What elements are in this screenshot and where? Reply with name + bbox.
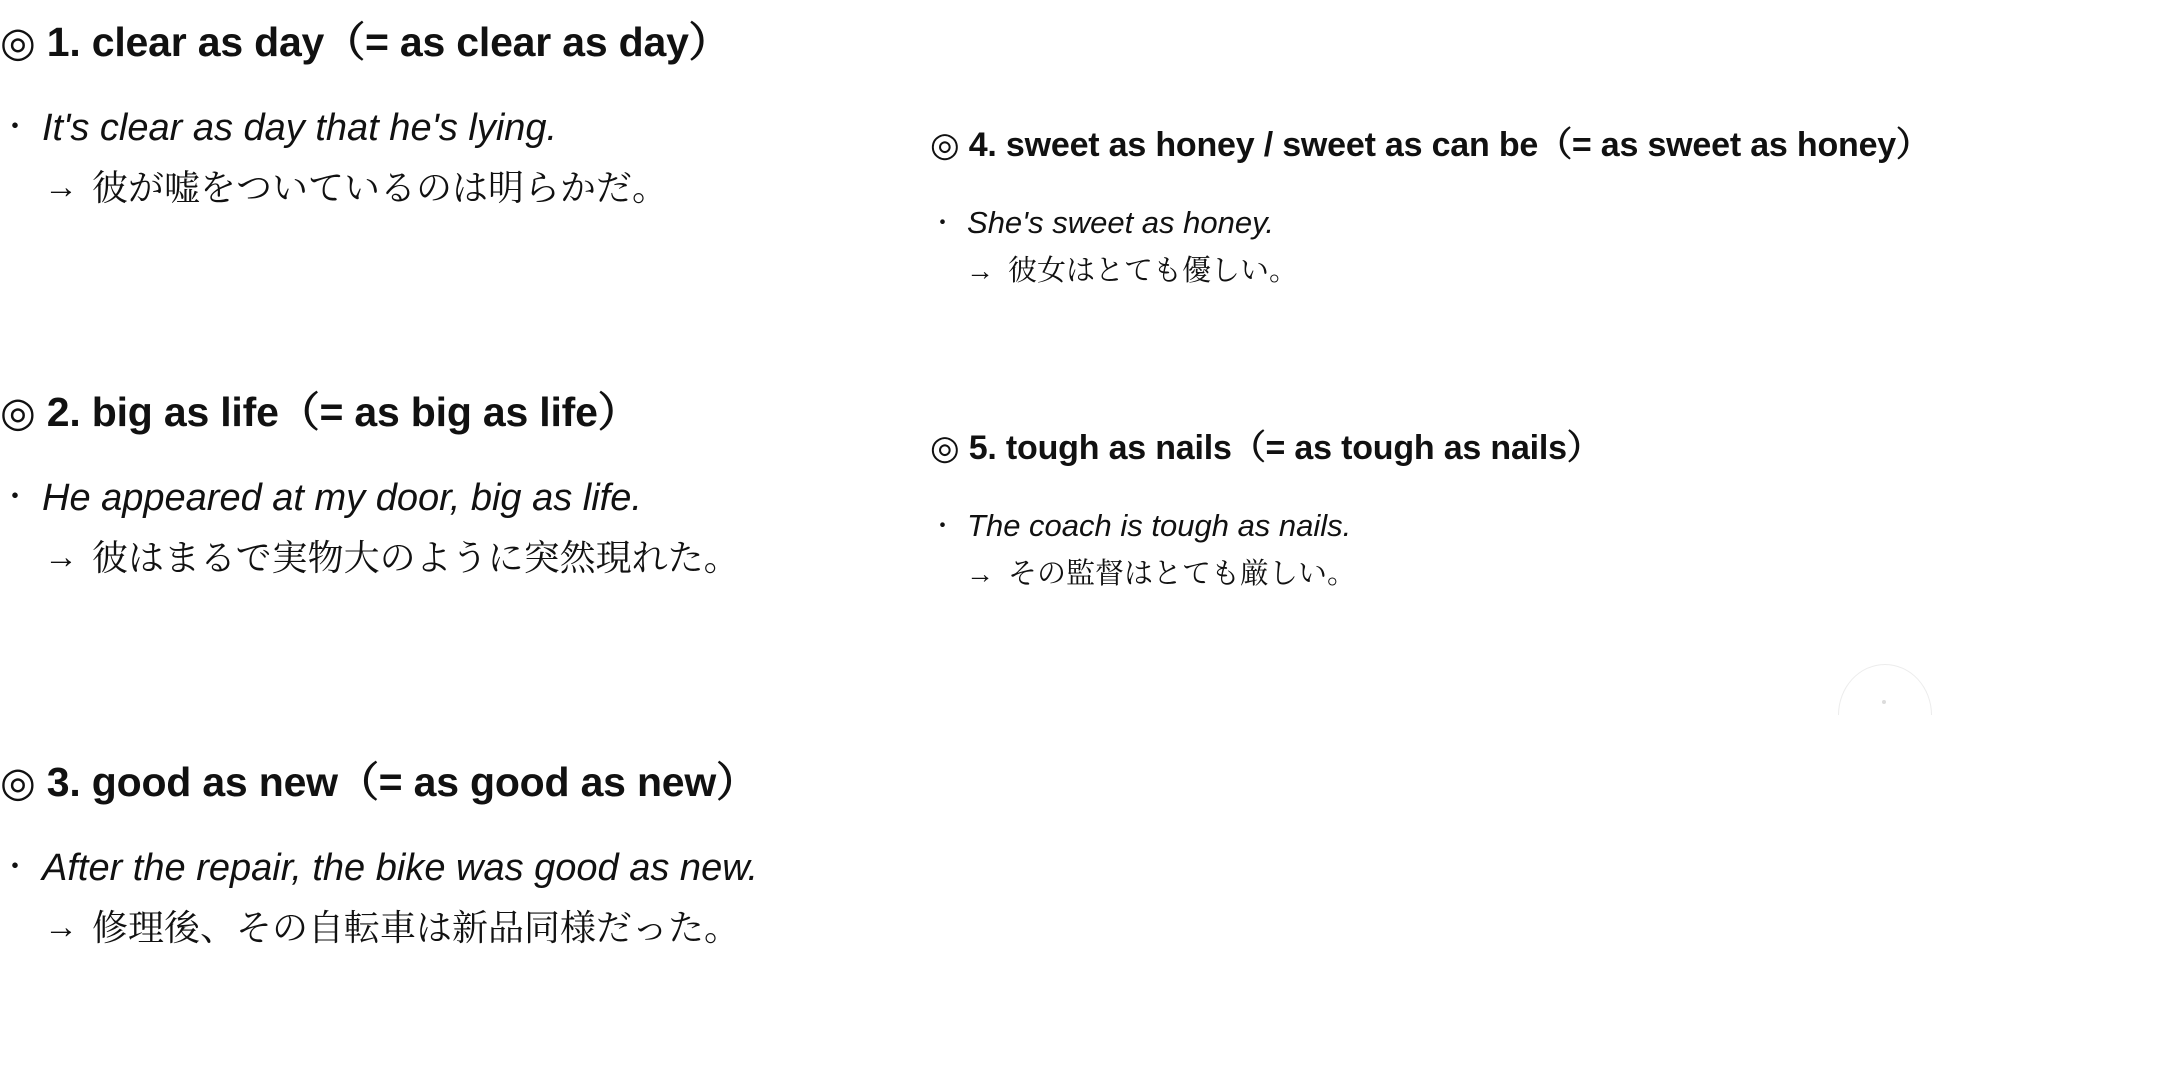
circle-mark-icon: ◎	[930, 429, 960, 467]
entry-1	[0, 18, 729, 211]
entry-1-heading	[0, 18, 729, 67]
entry-3-heading-text: 3. good as new（= as good as new）	[46, 759, 757, 805]
circle-mark-icon: ◎	[930, 126, 960, 164]
entry-5-example: The coach is tough as nails.	[967, 507, 1352, 543]
circle-mark-icon: ◎	[0, 759, 36, 805]
entry-4-heading-text: 4. sweet as honey / sweet as can be（= as sweet as honey）	[968, 126, 1930, 164]
entry-3-translation: 修理後、その自転車は新品同様だった。	[92, 906, 741, 948]
arrow-right-icon: →	[44, 167, 78, 206]
bullet-icon: ・	[0, 111, 30, 145]
entry-4-heading	[930, 125, 1930, 166]
entry-5-translation-row	[966, 556, 1601, 594]
entry-1-example: It's clear as day that he's lying.	[42, 107, 558, 150]
entry-1-example-row	[0, 105, 729, 153]
arrow-right-icon: →	[966, 254, 994, 286]
entry-2-example-row	[0, 475, 740, 523]
entry-3	[0, 758, 758, 951]
circle-mark-icon: ◎	[0, 389, 36, 435]
entry-5	[930, 428, 1601, 593]
entry-3-example: After the repair, the bike was good as new.	[42, 847, 759, 890]
entry-4-translation-row	[966, 253, 1930, 291]
entry-5-heading-text: 5. tough as nails（= as tough as nails）	[968, 429, 1601, 467]
bullet-icon: ・	[930, 208, 956, 237]
entry-5-example-row	[930, 507, 1601, 546]
entry-2-example: He appeared at my door, big as life.	[42, 477, 642, 520]
entry-3-example-row	[0, 845, 758, 893]
bullet-icon: ・	[0, 481, 30, 515]
bullet-icon: ・	[0, 851, 30, 885]
page-smudge-dot	[1882, 700, 1886, 704]
circle-mark-icon: ◎	[0, 19, 36, 65]
entry-2	[0, 388, 740, 581]
entry-1-translation: 彼が嘘をついているのは明らかだ。	[92, 166, 669, 208]
page-smudge-arc	[1838, 664, 1932, 715]
entry-1-heading-text: 1. clear as day（= as clear as day）	[46, 19, 730, 65]
entry-1-translation-row	[44, 165, 729, 212]
entry-3-heading	[0, 758, 758, 807]
entry-5-translation: その監督はとても厳しい。	[1008, 557, 1357, 590]
arrow-right-icon: →	[44, 907, 78, 946]
arrow-right-icon: →	[44, 537, 78, 576]
entry-5-heading	[930, 428, 1601, 469]
entry-4-example-row	[930, 204, 1930, 243]
entry-2-translation: 彼はまるで実物大のように突然現れた。	[92, 536, 740, 578]
entry-2-translation-row	[44, 535, 740, 582]
entry-3-translation-row	[44, 905, 758, 952]
arrow-right-icon: →	[966, 557, 994, 589]
entry-4	[930, 125, 1930, 290]
entry-2-heading-text: 2. big as life（= as big as life）	[46, 389, 639, 435]
entry-4-example: She's sweet as honey.	[967, 204, 1274, 240]
entry-4-translation: 彼女はとても優しい。	[1008, 254, 1299, 287]
entry-2-heading	[0, 388, 740, 437]
bullet-icon: ・	[930, 511, 956, 540]
